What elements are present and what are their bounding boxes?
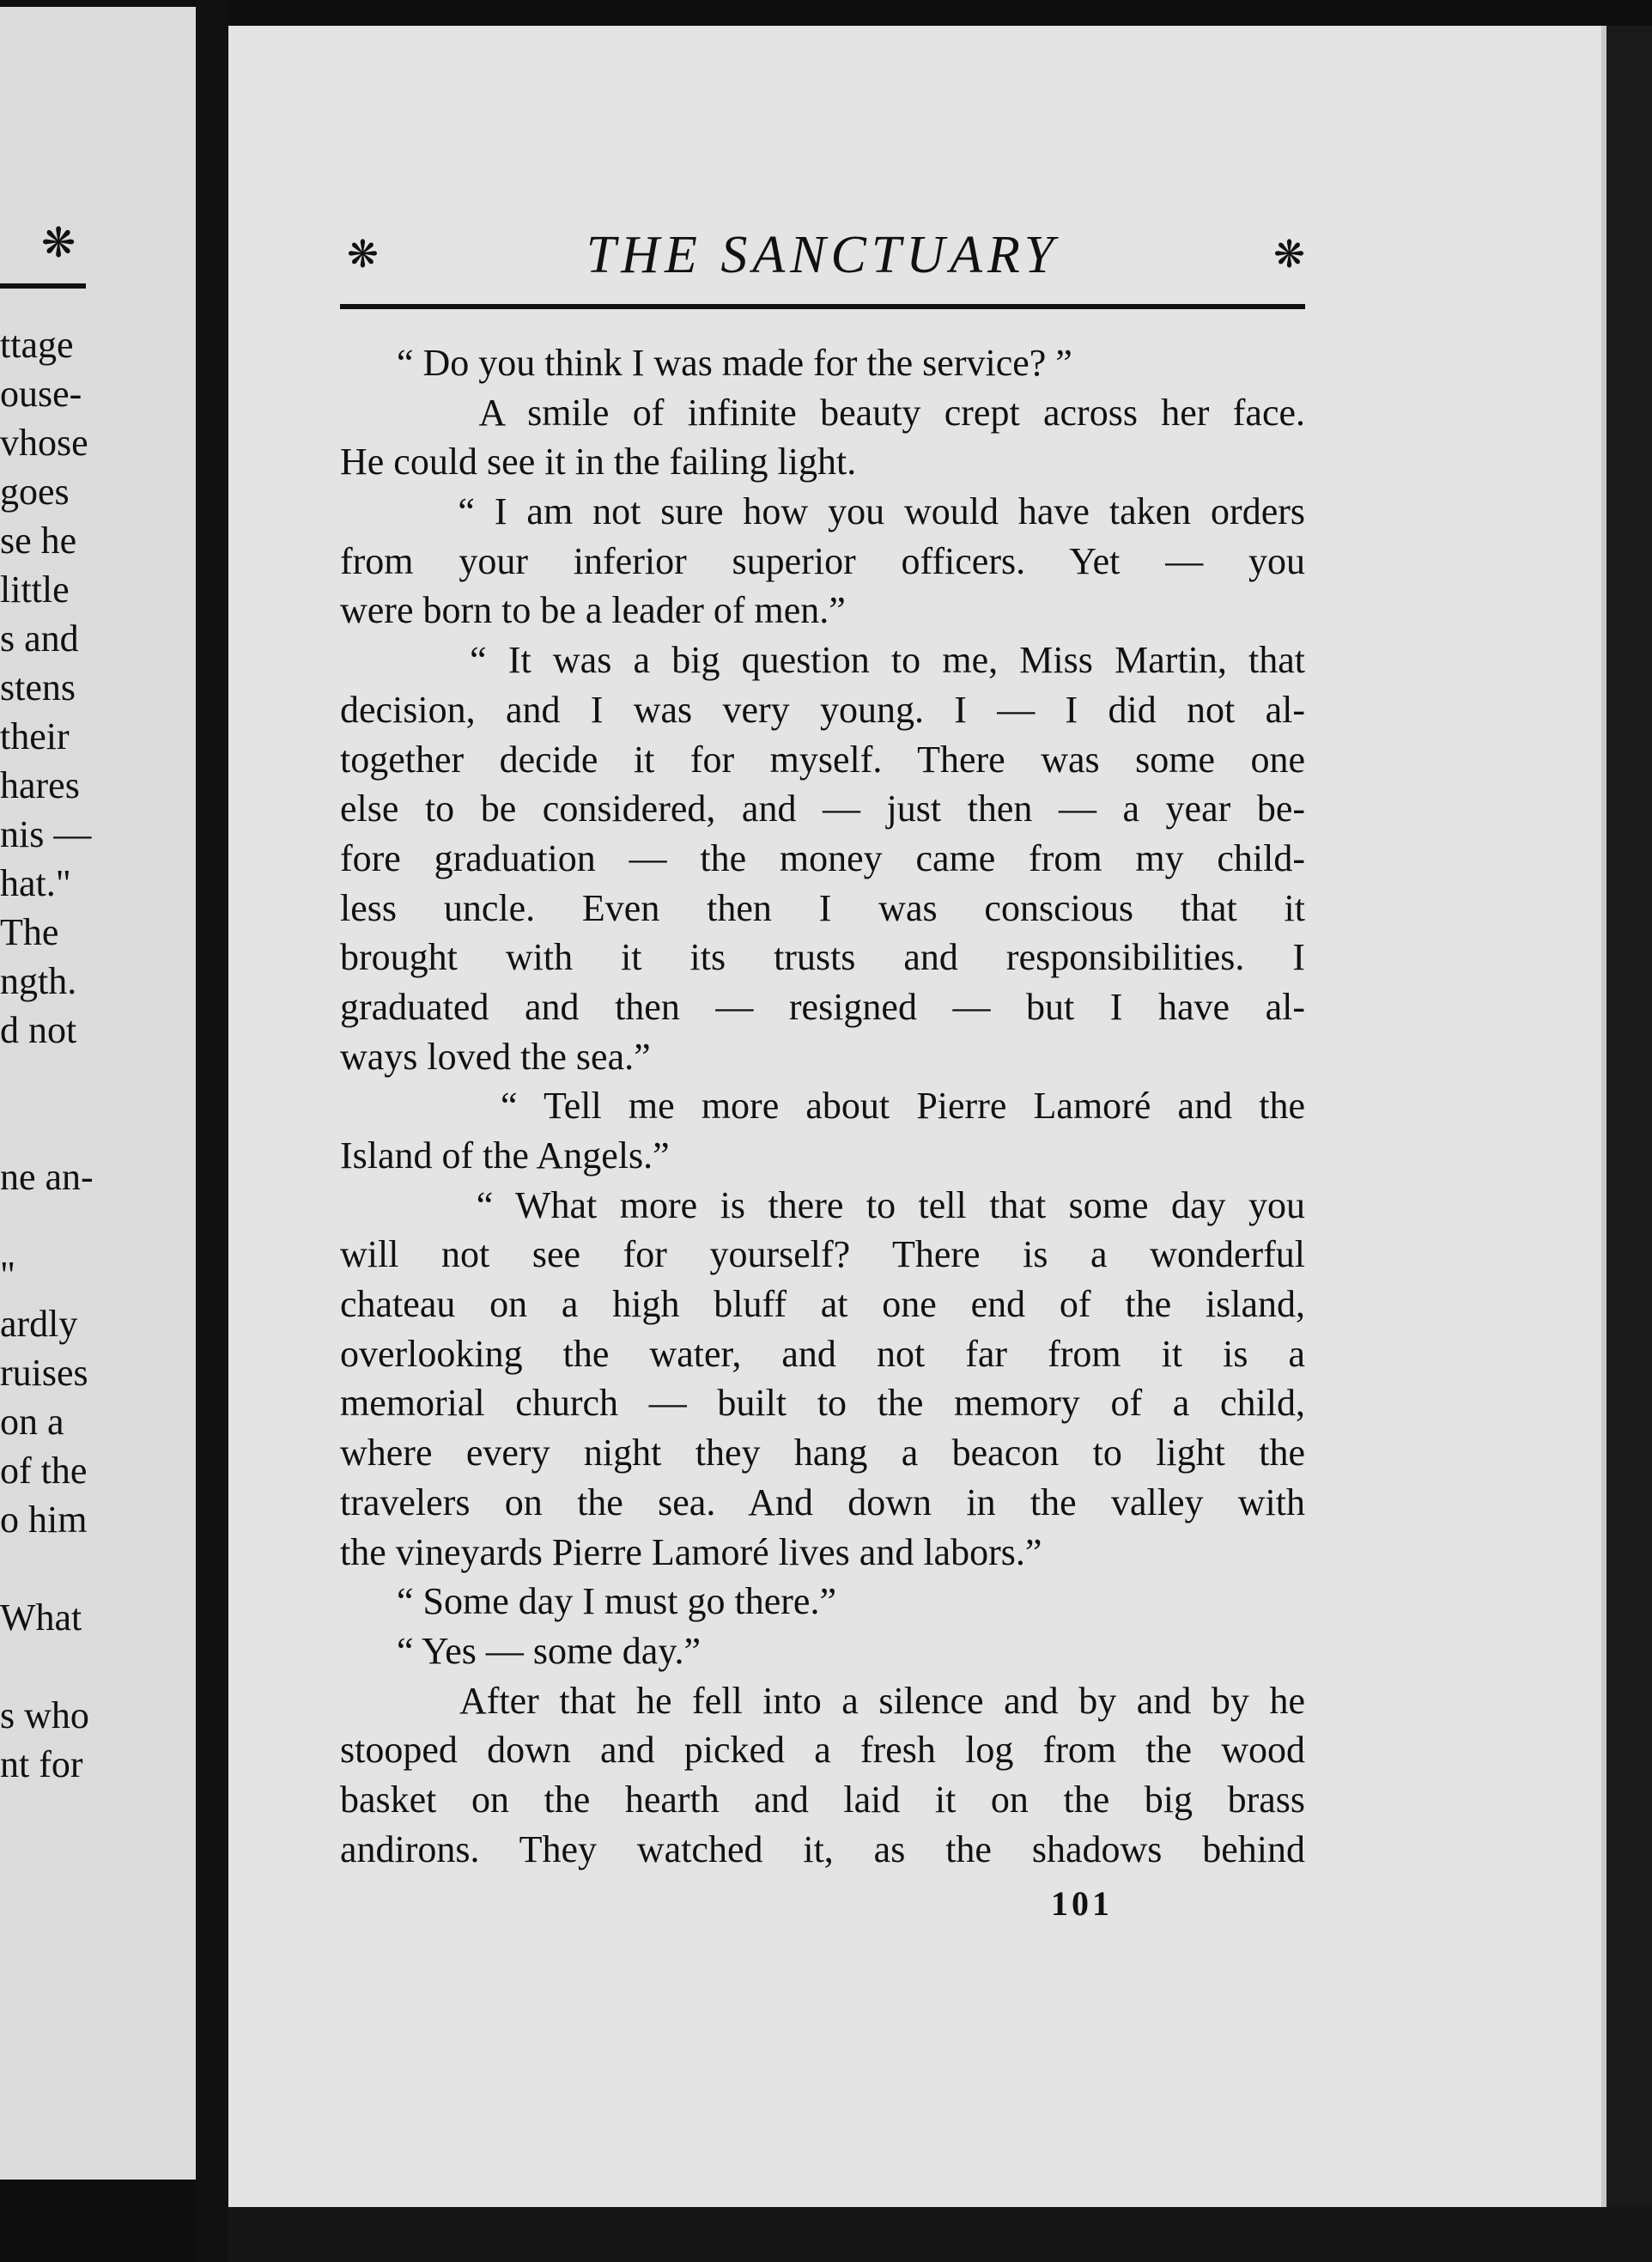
left-page-line: ttage [0,324,74,366]
page-edge-bottom [228,2207,1652,2262]
text-line: andirons. They watched it, as the shadows behind [340,1827,1305,1870]
text-line: the vineyards Pierre Lamoré lives and labors.” [340,1530,1042,1573]
left-page-line: se he [0,520,77,562]
text-line: “ It was a big question to me, Miss Martin, that [340,639,1305,682]
left-page-line: What [0,1596,82,1639]
header-ornament-right-icon: ❋ [1273,234,1305,276]
left-page-text [0,320,196,1789]
text-line: ways loved the sea.” [340,1035,651,1078]
left-page-line: stens [0,666,76,708]
text-line: He could see it in the failing light. [340,441,857,483]
text-line: “ Some day I must go there.” [340,1580,836,1623]
text-line: else to be considered, and — just then — a year be- [340,787,1305,830]
left-page-line [0,1055,196,1104]
left-page-line: nis — [0,813,92,855]
text-line: “ I am not sure how you would have taken orders [340,490,1305,533]
text-line: brought with it its trusts and responsibilities. I [340,936,1305,979]
text-line: stooped down and picked a fresh log from the wood [340,1729,1305,1772]
left-page-line: " [0,1254,15,1296]
text-line: “ Do you think I was made for the service? ” [340,342,1072,384]
left-page-line: ruises [0,1352,88,1394]
text-line: where every night they hang a beacon to light the [340,1432,1305,1475]
text-line: “ Tell me more about Pierre Lamoré and the [340,1085,1305,1128]
left-page-line: s and [0,617,79,660]
text-line: “ Yes — some day.” [340,1629,701,1672]
text-line: were born to be a leader of men.” [340,589,846,632]
left-page-line [0,1201,196,1250]
text-line: fore graduation — the money came from my child- [340,836,1305,879]
left-page-line: their [0,715,70,757]
left-page-line [0,1544,196,1593]
text-line: “ What more is there to tell that some day you [340,1183,1305,1226]
text-line: basket on the hearth and laid it on the big brass [340,1778,1305,1821]
text-line: will not see for yourself? There is a wonderful [340,1233,1305,1276]
page-edge-right [1606,26,1652,2233]
header-rule [340,304,1305,309]
running-header [340,225,1305,285]
left-page-line: o him [0,1499,88,1541]
page-number: 101 [1051,1884,1113,1923]
text-line: A smile of infinite beauty crept across her face. [340,391,1305,434]
left-page-line: ne an- [0,1156,94,1198]
body-text [340,338,1305,1874]
left-page-line: nt for [0,1743,83,1785]
left-page-line: The [0,911,59,953]
left-page-line: vhose [0,422,88,464]
left-page-rule [0,283,86,289]
left-page-line: on a [0,1401,64,1443]
text-line: less uncle. Even then I was conscious that it [340,886,1305,929]
left-page-line: hares [0,764,80,806]
left-page-line: little [0,569,70,611]
left-page-line: ngth. [0,960,77,1002]
text-line: decision, and I was very young. I — I did not al- [340,688,1305,731]
left-page-line: d not [0,1009,77,1051]
text-line: travelers on the sea. And down in the valley with [340,1481,1305,1523]
left-page-line: ardly [0,1303,78,1345]
left-page-line: hat." [0,862,71,904]
text-line: from your inferior superior officers. Yet — you [340,539,1305,582]
left-page [0,7,196,2180]
text-line: After that he fell into a silence and by and by he [340,1679,1305,1722]
text-line: Island of the Angels.” [340,1134,670,1177]
left-page-line [0,1642,196,1691]
text-line: chateau on a high bluff at one end of the island, [340,1283,1305,1326]
text-line: memorial church — built to the memory of a child, [340,1382,1305,1425]
text-line: together decide it for myself. There was some one [340,738,1305,781]
text-line: overlooking the water, and not far from it is a [340,1332,1305,1375]
left-page-line: of the [0,1450,88,1492]
book-gutter [196,0,228,2262]
left-page-line [0,1104,196,1152]
running-title: THE SANCTUARY [586,226,1060,284]
left-page-line: s who [0,1694,89,1736]
header-ornament-left-icon: ❋ [347,234,379,276]
left-page-line: goes [0,471,70,513]
left-page-ornament-icon: ❋ [41,221,76,266]
text-line: graduated and then — resigned — but I have al- [340,985,1305,1028]
left-page-line: ouse- [0,373,82,415]
